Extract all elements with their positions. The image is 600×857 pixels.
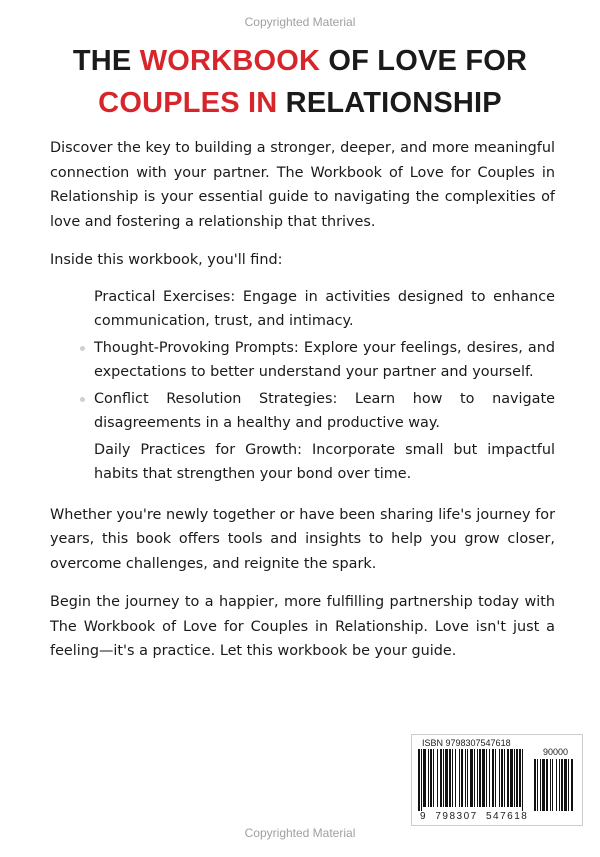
barcode-bar (452, 749, 453, 807)
feature-item: Thought-Provoking Prompts: Explore your feelings, desires, and expectations to better understand your partner and yourself. (94, 336, 555, 385)
barcode-addon-bar (550, 759, 551, 811)
barcode-addon-bar (552, 759, 553, 811)
barcode-bar (522, 749, 523, 811)
barcode-bar (465, 749, 466, 807)
barcode-addon-bar (556, 759, 557, 811)
barcode-bars (416, 749, 578, 811)
feature-list (94, 285, 555, 487)
barcode-addon-bar (571, 759, 573, 811)
barcode-bar (474, 749, 475, 807)
barcode-bar (461, 749, 463, 807)
feature-item: Daily Practices for Growth: Incorporate small but impactful habits that strengthen your bond over time. (94, 441, 555, 482)
barcode-bar (443, 749, 444, 807)
barcode-bar (440, 749, 442, 807)
feature-item: Practical Exercises: Engage in activities designed to enhance communication, trust, and intimacy. (94, 288, 555, 329)
barcode-bar (418, 749, 420, 811)
barcode-bar (516, 749, 518, 807)
title-line-2 (20, 82, 580, 124)
barcode-bar (449, 749, 451, 807)
barcode-bar (486, 749, 487, 807)
barcode-bar (421, 749, 422, 811)
barcode-digits: 9 798307 547618 (420, 811, 529, 822)
list-lead: Inside this workbook, you'll find: (50, 252, 283, 268)
barcode-addon-bar (540, 759, 541, 811)
copyright-watermark-top: Copyrighted Material (244, 15, 356, 29)
barcode-bar (428, 749, 429, 807)
barcode-bar (499, 749, 500, 807)
title-line-1 (20, 40, 580, 82)
barcode-bar (489, 749, 490, 807)
barcode-bar (510, 749, 513, 807)
barcode-bar (467, 749, 468, 807)
price-code: 90000 (542, 747, 568, 757)
barcode-bar (437, 749, 438, 807)
barcode-bar (430, 749, 432, 807)
isbn-label: ISBN 9798307547618 (422, 738, 511, 748)
title-the: THE (72, 45, 140, 77)
barcode-bar (482, 749, 485, 807)
barcode-addon-bar (564, 759, 567, 811)
barcode-bar (459, 749, 460, 807)
barcode-bar (445, 749, 448, 807)
barcode-bar (504, 749, 505, 807)
barcode-bar (514, 749, 515, 807)
barcode-addon-bar (568, 759, 569, 811)
back-cover-description (50, 136, 555, 678)
barcode-addon-bar (542, 759, 545, 811)
barcode-bar (492, 749, 494, 807)
barcode-addon-bar (546, 759, 548, 811)
title-couples-in: COUPLES IN (98, 87, 278, 119)
barcode-addon-bar (559, 759, 560, 811)
closing-paragraph-1: Whether you're newly together or have been sharing life's journey for years, this book offers tools and insights to help you grow closer, overcome challenges, and reignite the spark. (50, 506, 555, 572)
barcode-addon-bar (561, 759, 563, 811)
isbn-barcode (411, 734, 583, 826)
barcode-bar (423, 749, 426, 807)
barcode-bar (477, 749, 478, 807)
barcode-bar (479, 749, 481, 807)
title-workbook: WORKBOOK (139, 45, 321, 77)
title-of-love-for: OF LOVE FOR (320, 45, 528, 77)
barcode-bar (519, 749, 521, 807)
barcode-addon-bar (537, 759, 538, 811)
barcode-bar (507, 749, 509, 807)
barcode-addon-bar (534, 759, 536, 811)
title-relationship: RELATIONSHIP (277, 87, 502, 119)
copyright-watermark-bottom: Copyrighted Material (244, 826, 356, 840)
barcode-bar (455, 749, 456, 807)
barcode-bar (470, 749, 473, 807)
barcode-bar (433, 749, 434, 807)
book-title (20, 40, 580, 124)
closing-paragraph-2: Begin the journey to a happier, more fulfilling partnership today with The Workbook of Love for Couples in Relationship. Love isn't just a feeling—it's a practice. Let this workbook be your guide. (50, 594, 555, 659)
barcode-bar (501, 749, 503, 807)
barcode-bar (495, 749, 496, 807)
intro-paragraph: Discover the key to building a stronger, deeper, and more meaningful connection with your partner. The Workbook of Love for Couples in Relationship is your essential guide to navigating the complexities of love and fostering a relationship that thrives. (50, 140, 555, 230)
feature-item: Conflict Resolution Strategies: Learn how to navigate disagreements in a healthy and productive way. (94, 387, 555, 436)
